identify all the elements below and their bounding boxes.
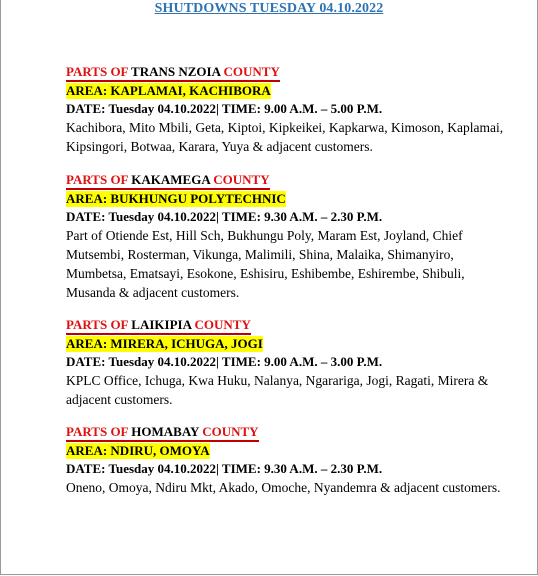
- county-heading: [66, 172, 270, 190]
- affected-places: Part of Otiende Est, Hill Sch, Bukhungu Poly, Maram Est, Joyland, Chief Mutsembi, Rosterman, Vikunga, Malimili, Shina, Malaika, Shimanyiro, Mumbetsa, Ematsayi, Esokone, Eshisiru, Eshibembe, Eshirembe, Shibuli, Musanda & adjacent customers.: [66, 228, 465, 300]
- area-label: AREA: NDIRU, OMOYA: [66, 443, 210, 458]
- date-time: DATE: Tuesday 04.10.2022| TIME: 9.00 A.M. – 5.00 P.M.: [66, 101, 383, 116]
- parts-of-label: PARTS OF: [66, 317, 129, 332]
- parts-of-label: PARTS OF: [66, 64, 129, 79]
- county-heading: [66, 64, 280, 82]
- date-time: DATE: Tuesday 04.10.2022| TIME: 9.00 A.M. – 3.00 P.M.: [66, 354, 383, 369]
- county-heading: [66, 317, 251, 335]
- area-label: AREA: BUKHUNGU POLYTECHNIC: [66, 191, 286, 206]
- county-name: HOMABAY: [131, 424, 199, 439]
- parts-of-label: PARTS OF: [66, 172, 129, 187]
- shutdown-section-kakamega: [66, 171, 506, 302]
- county-label: COUNTY: [213, 172, 270, 187]
- area-label: AREA: MIRERA, ICHUGA, JOGI: [66, 336, 263, 351]
- shutdown-section-laikipia: [66, 316, 506, 409]
- date-time: DATE: Tuesday 04.10.2022| TIME: 9.30 A.M. – 2.30 P.M.: [66, 209, 383, 224]
- page-title: SHUTDOWNS TUESDAY 04.10.2022: [154, 1, 384, 16]
- county-label: COUNTY: [202, 424, 259, 439]
- parts-of-label: PARTS OF: [66, 424, 129, 439]
- county-label: COUNTY: [223, 64, 280, 79]
- shutdown-section-trans-nzoia: [66, 63, 506, 156]
- affected-places: KPLC Office, Ichuga, Kwa Huku, Nalanya, Ngarariga, Jogi, Ragati, Mirera & adjacent customers.: [66, 373, 489, 407]
- county-name: TRANS NZOIA: [131, 64, 221, 79]
- affected-places: Oneno, Omoya, Ndiru Mkt, Akado, Omoche, Nyandemra & adjacent customers.: [66, 480, 501, 495]
- shutdown-section-homabay: [66, 423, 506, 497]
- date-time: DATE: Tuesday 04.10.2022| TIME: 9.30 A.M. – 2.30 P.M.: [66, 461, 383, 476]
- area-label: AREA: KAPLAMAI, KACHIBORA: [66, 83, 271, 98]
- affected-places: Kachibora, Mito Mbili, Geta, Kiptoi, Kipkeikei, Kapkarwa, Kimoson, Kaplamai, Kipsingori, Botwaa, Karara, Yuya & adjacent customers.: [66, 120, 504, 154]
- county-name: LAIKIPIA: [131, 317, 192, 332]
- county-label: COUNTY: [194, 317, 251, 332]
- county-name: KAKAMEGA: [131, 172, 211, 187]
- county-heading: [66, 424, 259, 442]
